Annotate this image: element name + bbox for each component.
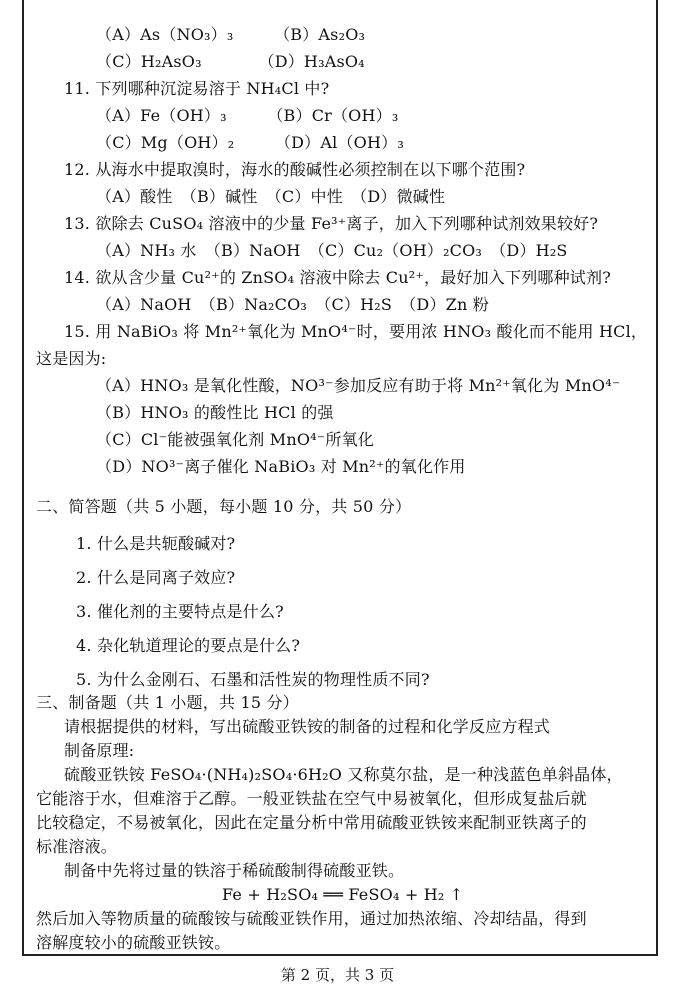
page-number-footer: 第 2 页，共 3 页: [280, 966, 395, 984]
short-question-3: 3. 催化剂的主要特点是什么?: [76, 602, 284, 621]
prep-paragraph-line-2: 它能溶于水，但难溶于乙醇。一般亚铁盐在空气中易被氧化，但形成复盐后就: [36, 789, 587, 808]
prep-instruction: 请根据提供的材料，写出硫酸亚铁铵的制备的过程和化学反应方程式: [64, 717, 551, 736]
prep-paragraph-line-1: 硫酸亚铁铵 FeSO₄·(NH₄)₂SO₄·6H₂O 又称莫尔盐，是一种浅蓝色单斜晶体，: [64, 765, 623, 784]
q11-options-cd: （C）Mg（OH）₂ （D）Al（OH）₃: [96, 133, 404, 152]
q13-options: （A）NH₃ 水 （B）NaOH （C）Cu₂（OH）₂CO₃ （D）H₂S: [96, 241, 568, 260]
prep-step-2-line-2: 溶解度较小的硫酸亚铁铵。: [36, 933, 231, 952]
q15-option-d: （D）NO³⁻离子催化 NaBiO₃ 对 Mn²⁺的氧化作用: [96, 457, 466, 476]
q15-option-b: （B）HNO₃ 的酸性比 HCl 的强: [96, 403, 334, 422]
q15-stem: 15. 用 NaBiO₃ 将 Mn²⁺氧化为 MnO⁴⁻时，要用浓 HNO₃ 酸化而不能用 HCl，: [64, 322, 648, 341]
prep-paragraph-line-4: 标准溶液。: [36, 837, 118, 856]
q11-stem: 11. 下列哪种沉淀易溶于 NH₄Cl 中?: [64, 79, 330, 98]
q14-stem: 14. 欲从含少量 Cu²⁺的 ZnSO₄ 溶液中除去 Cu²⁺，最好加入下列哪种试剂?: [64, 268, 611, 287]
q15-option-a: （A）HNO₃ 是氧化性酸，NO³⁻参加反应有助于将 Mn²⁺氧化为 MnO⁴⁻: [96, 376, 621, 395]
q13-stem: 13. 欲除去 CuSO₄ 溶液中的少量 Fe³⁺离子，加入下列哪种试剂效果较好?: [64, 214, 599, 233]
q10-options-ab: （A）As（NO₃）₃ （B）As₂O₃: [96, 25, 366, 44]
short-question-4: 4. 杂化轨道理论的要点是什么?: [76, 636, 301, 655]
prep-step-2-line-1: 然后加入等物质量的硫酸铵与硫酸亚铁作用，通过加热浓缩、冷却结晶，得到: [36, 909, 587, 928]
q14-options: （A）NaOH （B）Na₂CO₃ （C）H₂S （D）Zn 粉: [96, 295, 489, 314]
short-question-2: 2. 什么是同离子效应?: [76, 568, 236, 587]
q12-options: （A）酸性 （B）碱性 （C）中性 （D）微碱性: [96, 187, 446, 206]
section-3-heading: 三、制备题（共 1 小题，共 15 分）: [36, 693, 299, 712]
q15-stem-cont: 这是因为:: [36, 349, 107, 368]
short-question-5: 5. 为什么金刚石、石墨和活性炭的物理性质不同?: [76, 670, 430, 689]
q12-stem: 12. 从海水中提取溴时，海水的酸碱性必须控制在以下哪个范围?: [64, 160, 526, 179]
reaction-equation: Fe + H₂SO₄ ══ FeSO₄ + H₂ ↑: [222, 885, 464, 904]
prep-principle-label: 制备原理:: [64, 741, 135, 760]
section-2-heading: 二、简答题（共 5 小题，每小题 10 分，共 50 分）: [36, 497, 412, 516]
q15-option-c: （C）Cl⁻能被强氧化剂 MnO⁴⁻所氧化: [96, 430, 374, 449]
q11-options-ab: （A）Fe（OH）₃ （B）Cr（OH）₃: [96, 106, 399, 125]
prep-step-1: 制备中先将过量的铁溶于稀硫酸制得硫酸亚铁。: [64, 861, 405, 880]
short-question-1: 1. 什么是共轭酸碱对?: [76, 534, 236, 553]
q10-options-cd: （C）H₂AsO₃ （D）H₃AsO₄: [96, 52, 365, 71]
prep-paragraph-line-3: 比较稳定，不易被氧化，因此在定量分析中常用硫酸亚铁铵来配制亚铁离子的: [36, 813, 587, 832]
